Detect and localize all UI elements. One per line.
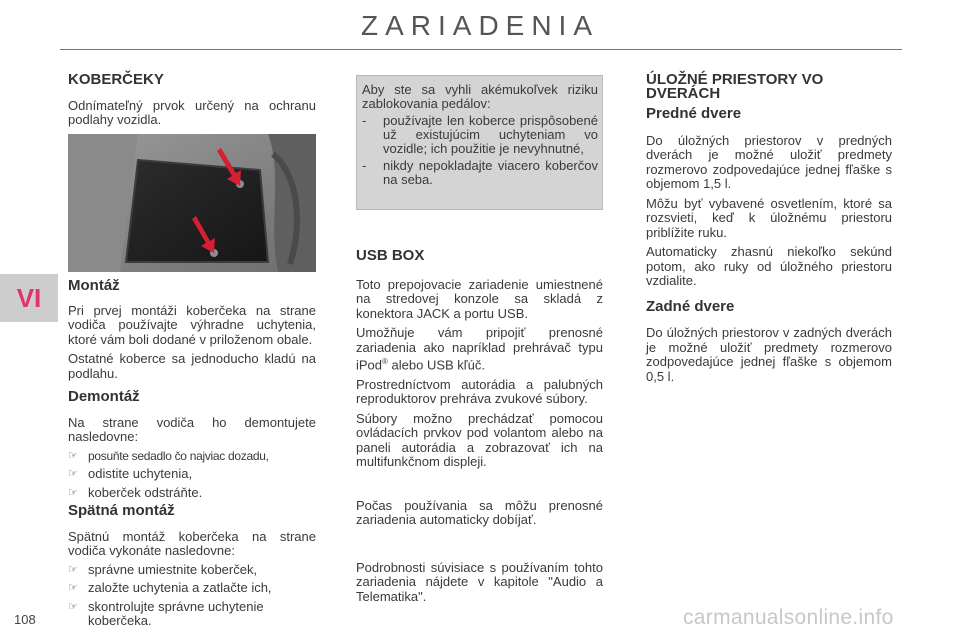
pointing-finger-icon: ☞ — [68, 449, 78, 462]
usb-p2: Umožňuje vám pripojiť prenosné zariadenia ako napríklad prehrávač typu iPod® alebo USB kľúč. — [356, 325, 603, 373]
usb-p5: Počas používania sa môžu prenosné zariadenia automaticky dobíjať. — [356, 497, 603, 528]
list-item: ☞ koberček odstráňte. — [68, 484, 203, 500]
floor-mat-photo — [68, 134, 316, 272]
usb-p3: Prostredníctvom autorádia a palubných reproduktorov prehráva zvukové súbory. — [356, 376, 603, 407]
section-heading-kobercek: KOBERČEKY — [68, 71, 164, 88]
right-column — [646, 73, 892, 384]
list-item: ☞ správne umiestnite koberček, — [68, 561, 258, 577]
usb-p1: Toto prepojovacie zariadenie umiestnené na stredovej konzole sa skladá z konektora JACK a portu USB. — [356, 276, 603, 321]
pointing-finger-icon: ☞ — [68, 582, 78, 594]
middle-column — [356, 249, 603, 604]
pointing-finger-icon: ☞ — [68, 563, 78, 576]
note-intro: Aby ste sa vyhli akémukoľvek riziku zablokovania pedálov: — [362, 82, 598, 111]
montaz-p2: Ostatné koberce sa jednoducho kladú na podlahu. — [68, 351, 316, 381]
heading-zadne-dvere: Zadné dvere — [646, 297, 735, 315]
heading-spatna-montaz: Spätná montáž — [68, 502, 175, 519]
heading-demontaz: Demontáž — [68, 388, 140, 405]
montaz-p1: Pri prvej montáži koberčeka na strane vodiča používajte výhradne uchytenia, ktoré vám boli dodané v priloženom obale. — [68, 302, 316, 347]
left-column-bottom — [68, 279, 316, 629]
page-title: ZARIADENIA — [360, 10, 600, 41]
heading-montaz: Montáž — [68, 277, 120, 294]
front-p2: Môžu byť vybavené osvetlením, ktoré sa rozsvieti, keď k úložnému priestoru priblížite ruku. — [646, 195, 892, 240]
warning-note-box — [356, 75, 603, 210]
heading-ulozne-priestory: ÚLOŽNÉ PRIESTORY VO DVERÁCH — [646, 71, 824, 102]
usb-p4: Súbory možno prechádzať pomocou ovládacích prvkov pod volantom alebo na paneli autorádia a zobrazovať ich na multifunkčnom displeji. — [356, 410, 603, 470]
list-item: ☞ odistite uchytenia, — [68, 466, 193, 481]
usb-p6: Podrobnosti súvisiace s používaním tohto zariadenia nájdete v kapitole "Audio a Telematika". — [356, 559, 603, 604]
heading-predne-dvere: Predné dvere — [646, 105, 742, 122]
watermark: carmanualsonline.info — [683, 606, 894, 629]
list-item: - nikdy nepokladajte viacero koberčov na seba. — [362, 158, 598, 187]
demontaz-intro: Na strane vodiča ho demontujete nasledovne: — [68, 414, 316, 444]
pointing-finger-icon: ☞ — [68, 468, 78, 480]
heading-usb-box: USB BOX — [356, 247, 425, 264]
list-item: ☞ skontrolujte správne uchytenie koberčeka. — [68, 598, 264, 628]
list-item: ☞ posuňte sedadlo čo najviac dozadu, — [68, 448, 269, 463]
front-p1: Do úložných priestorov v predných dverách je možné uložiť predmety rozmerovo zodpovedajúce jednej fľaške s objemom 1,5 l. — [646, 132, 892, 191]
front-p3: Automaticky zhasnú niekoľko sekúnd potom, ako ruky od úložného priestoru vzdialite. — [646, 244, 892, 288]
floor-mat-illustration — [68, 134, 316, 272]
left-column-top — [68, 73, 316, 128]
page-number: 108 — [14, 612, 36, 627]
kobercek-intro: Odnímateľný prvok určený na ochranu podlahy vozidla. — [68, 97, 316, 127]
pointing-finger-icon: ☞ — [68, 486, 78, 499]
spatna-intro: Spätnú montáž koberčeka na strane vodiča vykonáte nasledovne: — [68, 528, 316, 558]
pointing-finger-icon: ☞ — [68, 600, 78, 613]
chapter-tab: VI — [0, 274, 58, 322]
rear-p1: Do úložných priestorov v zadných dverách je možné uložiť predmety rozmerovo zodpovedajúce jednej fľaške s objemom 0,5 l. — [646, 325, 892, 384]
title-divider — [60, 49, 902, 50]
list-item: ☞ založte uchytenia a zatlačte ich, — [68, 580, 272, 595]
list-item: - používajte len koberce prispôsobené už existujúcim uchyteniam vo vozidle; ich použitie je nevyhnutné, — [362, 113, 598, 156]
